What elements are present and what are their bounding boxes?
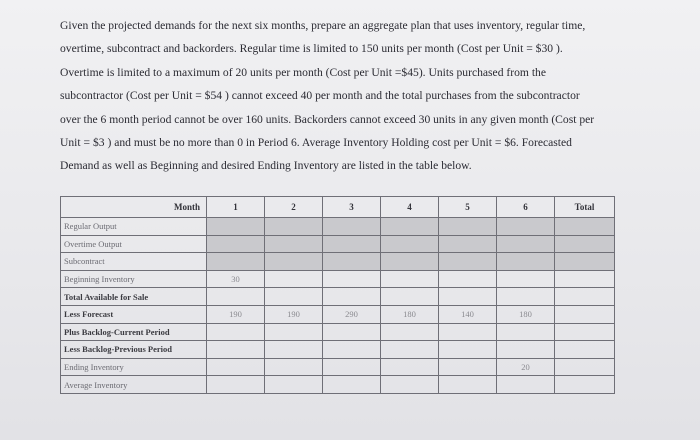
- table-row: [61, 218, 615, 236]
- cell: [439, 218, 497, 236]
- table-row: [61, 253, 615, 271]
- cell: [381, 341, 439, 359]
- problem-line: over the 6 month period cannot be over 160 units. Backorders cannot exceed 30 units in any given month (Cost per: [60, 112, 595, 126]
- cell: [265, 288, 323, 306]
- total-cell: [555, 218, 615, 236]
- row-label: Average Inventory: [61, 376, 207, 394]
- cell: [381, 376, 439, 394]
- table-row: [61, 305, 615, 323]
- period-header: 6: [497, 197, 555, 218]
- table-row: [61, 376, 615, 394]
- cell: [381, 358, 439, 376]
- cell: [381, 323, 439, 341]
- cell: [381, 270, 439, 288]
- cell: 180: [497, 305, 555, 323]
- problem-line: Unit = $3 ) and must be no more than 0 in Period 6. Average Inventory Holding cost per Unit = $6. Forecasted: [60, 136, 572, 150]
- table-row: [61, 341, 615, 359]
- table-row: [61, 288, 615, 306]
- cell: [439, 235, 497, 253]
- cell: [207, 288, 265, 306]
- cell: [497, 270, 555, 288]
- cell: [497, 288, 555, 306]
- cell: [207, 218, 265, 236]
- cell: 30: [207, 270, 265, 288]
- period-header: 1: [207, 197, 265, 218]
- problem-statement: [60, 14, 670, 178]
- row-label: Overtime Output: [61, 235, 207, 253]
- cell: [497, 341, 555, 359]
- total-cell: [555, 341, 615, 359]
- cell: [323, 358, 381, 376]
- cell: 180: [381, 305, 439, 323]
- total-cell: [555, 235, 615, 253]
- total-cell: [555, 305, 615, 323]
- problem-line: overtime, subcontract and backorders. Regular time is limited to 150 units per month (Cost per Unit = $30 ).: [60, 42, 563, 56]
- cell: [265, 253, 323, 271]
- cell: [207, 235, 265, 253]
- row-label: Beginning Inventory: [61, 270, 207, 288]
- problem-line: Overtime is limited to a maximum of 20 units per month (Cost per Unit =$45). Units purchased from the: [60, 65, 546, 79]
- cell: 190: [265, 305, 323, 323]
- period-header: 2: [265, 197, 323, 218]
- cell: [323, 253, 381, 271]
- cell: [439, 376, 497, 394]
- total-cell: [555, 358, 615, 376]
- cell: [439, 270, 497, 288]
- cell: [323, 218, 381, 236]
- problem-line: Demand as well as Beginning and desired Ending Inventory are listed in the table below.: [60, 159, 472, 173]
- table-row: [61, 358, 615, 376]
- row-label: Subcontract: [61, 253, 207, 271]
- problem-line: Given the projected demands for the next six months, prepare an aggregate plan that uses inventory, regular time,: [60, 19, 586, 32]
- cell: [207, 253, 265, 271]
- cell: [439, 288, 497, 306]
- cell: [265, 358, 323, 376]
- cell: [265, 341, 323, 359]
- cell: 190: [207, 305, 265, 323]
- cell: [381, 235, 439, 253]
- cell: 20: [497, 358, 555, 376]
- row-label: Ending Inventory: [61, 358, 207, 376]
- cell: [439, 341, 497, 359]
- row-label: Less Forecast: [61, 305, 207, 323]
- cell: [265, 323, 323, 341]
- table-row: [61, 235, 615, 253]
- cell: [323, 376, 381, 394]
- row-label: Total Available for Sale: [61, 288, 207, 306]
- cell: [381, 218, 439, 236]
- cell: [497, 218, 555, 236]
- cell: [207, 323, 265, 341]
- problem-line: subcontractor (Cost per Unit = $54 ) cannot exceed 40 per month and the total purchases from the subcontractor: [60, 89, 580, 103]
- cell: 140: [439, 305, 497, 323]
- total-cell: [555, 376, 615, 394]
- row-label: Plus Backlog-Current Period: [61, 323, 207, 341]
- cell: [323, 341, 381, 359]
- cell: [439, 358, 497, 376]
- cell: 290: [323, 305, 381, 323]
- header-row: [61, 197, 615, 218]
- cell: [323, 288, 381, 306]
- cell: [323, 323, 381, 341]
- table-row: [61, 323, 615, 341]
- table-body: [61, 218, 615, 394]
- cell: [323, 235, 381, 253]
- row-label: Regular Output: [61, 218, 207, 236]
- total-cell: [555, 288, 615, 306]
- total-cell: [555, 253, 615, 271]
- cell: [265, 270, 323, 288]
- cell: [497, 323, 555, 341]
- cell: [497, 253, 555, 271]
- cell: [207, 376, 265, 394]
- row-label: Less Backlog-Previous Period: [61, 341, 207, 359]
- cell: [439, 253, 497, 271]
- cell: [265, 376, 323, 394]
- cell: [497, 376, 555, 394]
- total-cell: [555, 323, 615, 341]
- cell: [497, 235, 555, 253]
- period-header: 3: [323, 197, 381, 218]
- cell: [265, 235, 323, 253]
- cell: [439, 323, 497, 341]
- cell: [381, 288, 439, 306]
- cell: [323, 270, 381, 288]
- cell: [265, 218, 323, 236]
- cell: [207, 341, 265, 359]
- total-cell: [555, 270, 615, 288]
- cell: [207, 358, 265, 376]
- cell: [381, 253, 439, 271]
- period-header: 4: [381, 197, 439, 218]
- month-header: Month: [61, 197, 207, 218]
- table-row: [61, 270, 615, 288]
- period-header: 5: [439, 197, 497, 218]
- aggregate-plan-table: [60, 196, 615, 394]
- total-header: Total: [555, 197, 615, 218]
